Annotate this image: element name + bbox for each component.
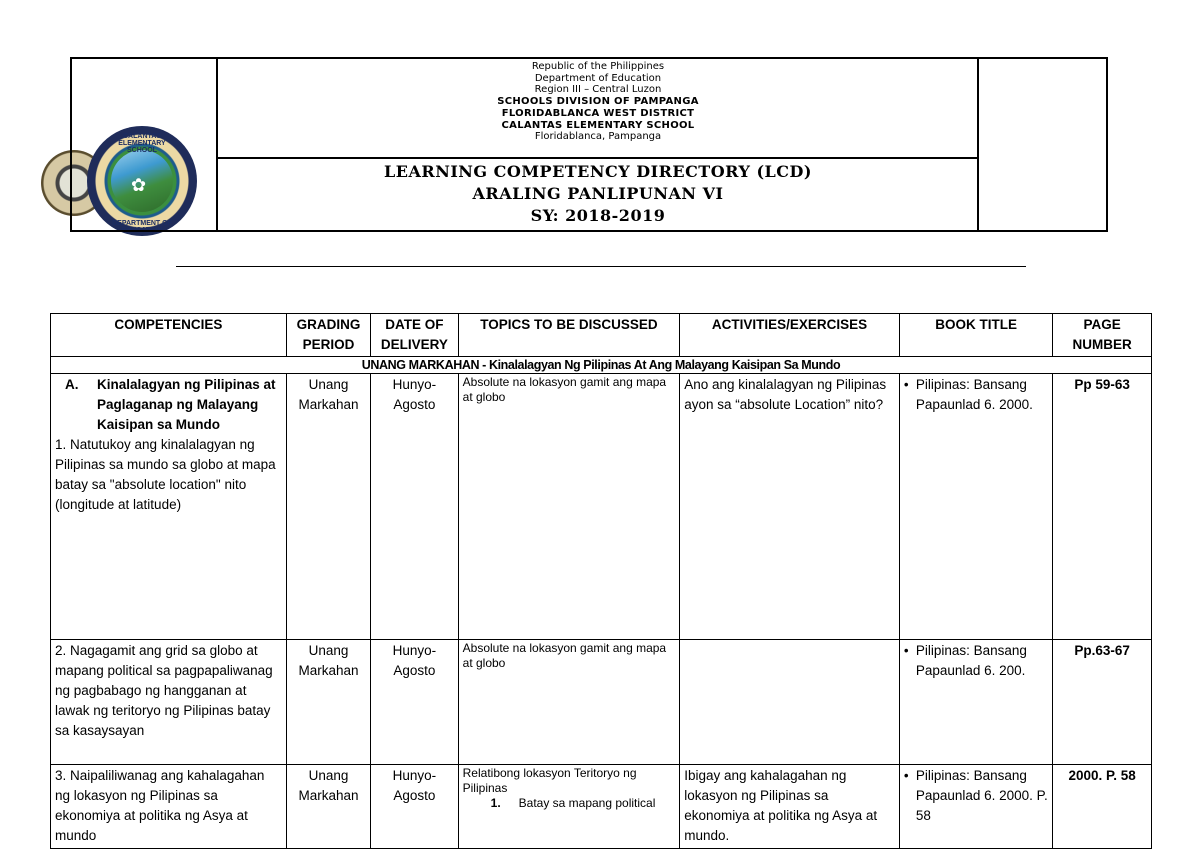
seal-top-text: CALANTAS ELEMENTARY SCHOOL	[118, 133, 166, 154]
book-cell: • Pilipinas: Bansang Papaunlad 6. 2000. P. 58	[899, 765, 1053, 849]
table-row	[51, 640, 1152, 765]
agency-block	[219, 61, 977, 143]
document-header	[70, 57, 1108, 232]
competency-heading	[55, 375, 282, 435]
header-bold-line: CALANTAS ELEMENTARY SCHOOL	[501, 119, 695, 131]
seal-flower-icon: ✿	[131, 175, 147, 195]
topic-cell	[458, 765, 680, 849]
competency-text: 1. Natutukoy ang kinalalagyan ng Pilipinas sa mundo sa globo at mapa batay sa "absolute location" nito (longitude at latitude)	[55, 437, 276, 512]
grading-period-cell: Unang Markahan	[286, 374, 370, 640]
col-header-book-title: BOOK TITLE	[899, 314, 1053, 357]
subitem-number: 1.	[490, 796, 501, 810]
page-cell: 2000. P. 58	[1053, 765, 1152, 849]
book-title: Pilipinas: Bansang Papaunlad 6. 2000.	[915, 377, 1033, 412]
topic-cell: Absolute na lokasyon gamit ang mapa at globo	[458, 640, 680, 765]
col-header-competencies: COMPETENCIES	[51, 314, 287, 357]
topic-subitem	[463, 796, 676, 811]
header-bold-line: SCHOOLS DIVISION OF PAMPANGA	[497, 96, 699, 108]
title-line: LEARNING COMPETENCY DIRECTORY (LCD)	[384, 162, 812, 181]
activity-cell: Ibigay ang kahalagahan ng lokasyon ng Pilipinas sa ekonomiya at politika ng Asya at mundo.	[680, 765, 900, 849]
seal-bottom-text: DEPARTMENT OF EDUCATION	[112, 220, 172, 234]
book-title: Pilipinas: Bansang Papaunlad 6. 2000. P. 58	[915, 768, 1048, 823]
activity-cell	[680, 640, 900, 765]
competency-cell: 3. Naipaliliwanag ang kahalagahan ng lokasyon ng Pilipinas sa ekonomiya at politika ng Asya at mundo	[51, 765, 287, 849]
grading-period-cell: Unang Markahan	[286, 640, 370, 765]
header-bold-line: FLORIDABLANCA WEST DISTRICT	[501, 107, 695, 119]
book-cell: • Pilipinas: Bansang Papaunlad 6. 2000.	[899, 374, 1053, 640]
quarter-band: UNANG MARKAHAN - Kinalalagyan Ng Pilipinas At Ang Malayang Kaisipan Sa Mundo	[51, 357, 1152, 374]
page-cell: Pp 59-63	[1053, 374, 1152, 640]
competency-table	[50, 313, 1152, 849]
header-location: Floridablanca, Pampanga	[534, 131, 662, 143]
subject-line: ARALING PANLIPUNAN VI	[472, 184, 724, 203]
grading-period-cell: Unang Markahan	[286, 765, 370, 849]
topic-cell: Absolute na lokasyon gamit ang mapa at globo	[458, 374, 680, 640]
header-line: Region III – Central Luzon	[534, 84, 662, 96]
col-header-grading-period: GRADING PERIOD	[286, 314, 370, 357]
quarter-band-row	[51, 357, 1152, 374]
date-cell: Hunyo-Agosto	[371, 374, 458, 640]
subitem-text: Batay sa mapang political	[518, 796, 656, 810]
divider-rule	[176, 266, 1026, 267]
school-year-line: SY: 2018-2019	[530, 206, 666, 225]
col-header-date-of-delivery: DATE OF DELIVERY	[371, 314, 458, 357]
activity-cell: Ano ang kinalalagyan ng Pilipinas ayon sa “absolute Location” nito?	[680, 374, 900, 640]
table-row	[51, 374, 1152, 640]
competency-cell	[51, 374, 287, 640]
document-title	[219, 161, 977, 227]
col-header-topics: TOPICS TO BE DISCUSSED	[458, 314, 680, 357]
competency-cell: 2. Nagagamit ang grid sa globo at mapang political sa pagpapaliwanag ng pagbabago ng hangganan at lawak ng teritoryo ng Pilipinas batay sa kasaysayan	[51, 640, 287, 765]
heading-letter: A.	[65, 377, 79, 392]
header-line: Republic of the Philippines	[531, 61, 665, 72]
date-cell: Hunyo-Agosto	[371, 765, 458, 849]
heading-text: Kinalalagyan ng Pilipinas at Paglaganap ng Malayang Kaisipan sa Mundo	[97, 377, 276, 432]
table-header-row	[51, 314, 1152, 357]
col-header-activities: ACTIVITIES/EXERCISES	[680, 314, 900, 357]
book-title: Pilipinas: Bansang Papaunlad 6. 200.	[915, 643, 1027, 678]
page-cell: Pp.63-67	[1053, 640, 1152, 765]
col-header-page-number: PAGE NUMBER	[1053, 314, 1152, 357]
book-cell: • Pilipinas: Bansang Papaunlad 6. 200.	[899, 640, 1053, 765]
table-row	[51, 765, 1152, 849]
date-cell: Hunyo-Agosto	[371, 640, 458, 765]
topic-text: Relatibong lokasyon Teritoryo ng Pilipinas	[462, 766, 637, 795]
header-line: Department of Education	[534, 72, 662, 84]
